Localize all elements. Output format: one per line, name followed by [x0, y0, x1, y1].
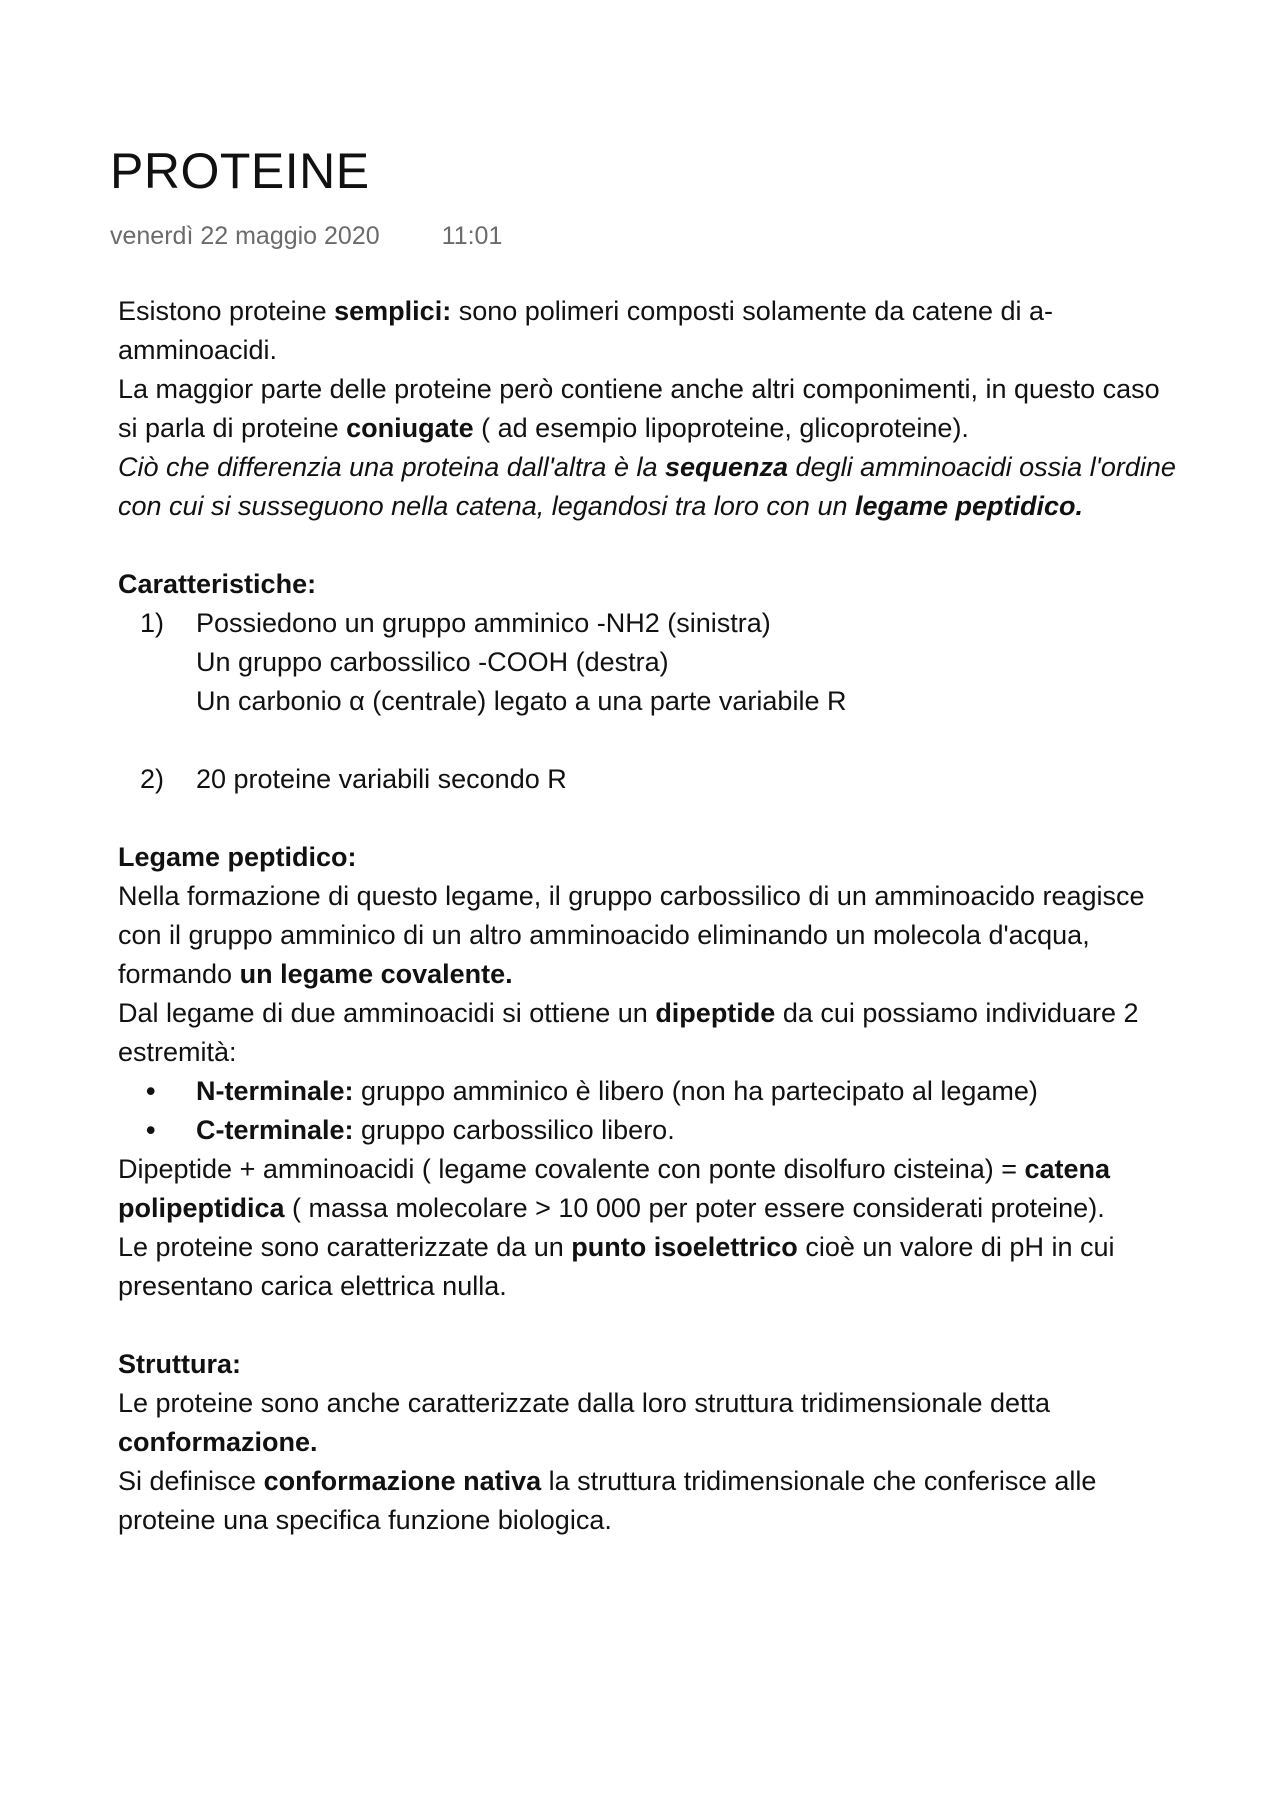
item-line: 20 proteine variabili secondo R [196, 764, 567, 794]
item-number: 2) [140, 764, 165, 794]
note-date: venerdì 22 maggio 2020 [110, 222, 380, 250]
section-heading-struttura [118, 1345, 1178, 1384]
text: Si definisce [118, 1466, 264, 1496]
bold-text: conformazione nativa [263, 1466, 542, 1496]
item-line: Un carbonio α (centrale) legato a una parte variabile R [196, 686, 847, 716]
text: Ciò che differenzia una proteina dall'altra è la [118, 452, 665, 482]
item-line: Possiedono un gruppo amminico -NH2 (sinistra) [196, 608, 771, 638]
legame-paragraph-2 [118, 994, 1178, 1072]
numbered-item-1 [118, 604, 1178, 721]
bullet-item-n-terminale [118, 1072, 1178, 1111]
section-heading-legame [118, 838, 1178, 877]
text: Nella formazione di questo legame, il gruppo carbossilico di un amminoacido reagisce con il gruppo amminico di un altro amminoacido eliminando un molecola d'acqua, formando [118, 881, 1145, 989]
heading-text: Caratteristiche: [118, 569, 317, 599]
spacer [118, 1306, 1178, 1345]
bold-text: N-terminale: [196, 1076, 354, 1106]
note-time: 11:01 [441, 222, 503, 250]
heading-text: Legame peptidico: [118, 842, 357, 872]
text: cioè un valore di pH in cui presentano carica elettrica nulla. [118, 1232, 1115, 1301]
spacer [118, 526, 1178, 565]
bold-text: sequenza [665, 452, 789, 482]
text: ( massa molecolare > 10 000 per poter essere considerati proteine). [284, 1193, 1105, 1223]
intro-paragraph-1 [118, 292, 1178, 370]
bold-text: catena polipeptidica [118, 1154, 1111, 1223]
text: sono polimeri composti solamente da catene di a-amminoacidi. [118, 296, 1054, 365]
numbered-item-2 [118, 760, 1178, 799]
bold-text: C-terminale: [196, 1115, 354, 1145]
text: gruppo amminico è libero (non ha partecipato al legame) [353, 1076, 1038, 1106]
text: ( ad esempio lipoproteine, glicoproteine). [473, 413, 969, 443]
bold-text: dipeptide [655, 998, 776, 1028]
heading-text: Struttura: [118, 1349, 241, 1379]
section-heading-caratteristiche [118, 565, 1178, 604]
note-meta [110, 222, 502, 251]
item-number: 1) [140, 608, 165, 638]
page-title: PROTEINE [110, 143, 370, 199]
struttura-paragraph-2 [118, 1462, 1178, 1540]
bullet-icon: • [146, 1115, 156, 1145]
item-line: Un gruppo carbossilico -COOH (destra) [196, 647, 669, 677]
spacer [118, 721, 1178, 760]
text: gruppo carbossilico libero. [353, 1115, 675, 1145]
legame-paragraph-4 [118, 1228, 1178, 1306]
intro-paragraph-2 [118, 370, 1178, 448]
note-body [118, 292, 1178, 1540]
bold-text: coniugate [346, 413, 474, 443]
text: Esistono proteine [118, 296, 335, 326]
text: Dal legame di due amminoacidi si ottiene un [118, 998, 656, 1028]
bold-text: conformazione. [118, 1427, 318, 1457]
text: degli amminoacidi ossia l'ordine con cui si susseguono nella catena, legandosi tra loro con un [118, 452, 1176, 521]
bold-text: un legame covalente. [239, 959, 513, 989]
bold-text: semplici: [334, 296, 452, 326]
legame-paragraph-1 [118, 877, 1178, 994]
text: Le proteine sono anche caratterizzate dalla loro struttura tridimensionale detta [118, 1388, 1051, 1418]
text: La maggior parte delle proteine però contiene anche altri componimenti, in questo caso si parla di proteine [118, 374, 1160, 443]
bold-text: punto isoelettrico [571, 1232, 798, 1262]
bullet-icon: • [146, 1076, 156, 1106]
text: Le proteine sono caratterizzate da un [118, 1232, 572, 1262]
text: la struttura tridimensionale che conferisce alle proteine una specifica funzione biologica. [118, 1466, 1097, 1535]
legame-paragraph-3 [118, 1150, 1178, 1228]
struttura-paragraph-1 [118, 1384, 1178, 1462]
bullet-item-c-terminale [118, 1111, 1178, 1150]
bold-text: legame peptidico. [854, 491, 1084, 521]
text: da cui possiamo individuare 2 estremità: [118, 998, 1139, 1067]
spacer [118, 799, 1178, 838]
intro-paragraph-3 [118, 448, 1178, 526]
text: Dipeptide + amminoacidi ( legame covalente con ponte disolfuro cisteina) = [118, 1154, 1025, 1184]
